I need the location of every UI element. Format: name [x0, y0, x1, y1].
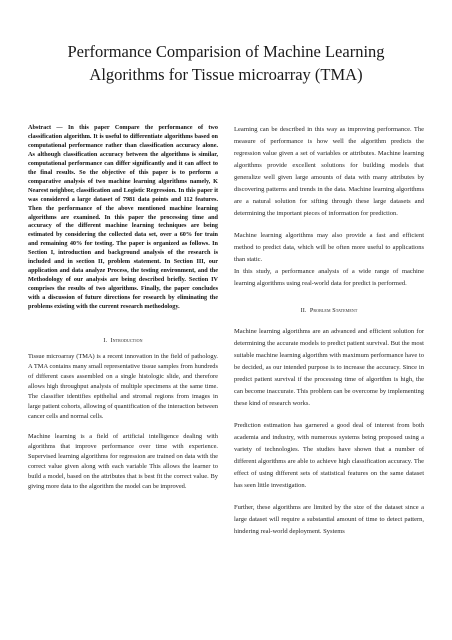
- section-heading-introduction: [28, 336, 218, 346]
- right-column: [234, 124, 424, 538]
- section-heading-problem-statement: [234, 306, 424, 316]
- body-paragraph: Learning can be described in this way as improving performance. The measure of performance is how well the algorithm predicts the regression value given a set of variables or attributes. Machine learning algorithms provide excellent solutions for building models that generalize well given large amounts of data with many attributes by discovering patterns and trends in the data. Machine learning algorithms are a natural solution for sifting through these large datasets and determining the important pieces of information for prediction.: [234, 126, 424, 217]
- body-paragraph: Machine learning algorithms may also provide a fast and efficient method to predict data, which will be often more useful to applications than static.: [234, 232, 424, 263]
- left-column: [28, 124, 218, 492]
- body-paragraph: In this study, a performance analysis of a wide range of machine learning algorithms using real-world data for predict is performed.: [234, 268, 424, 287]
- section-number: II.: [300, 307, 307, 314]
- problem-paragraph: Machine learning algorithms are an advanced and efficient solution for determining the accurate models to predict patient survival. But the most suitable machine learning algorithm with maximum performance have to be decided, as our intended purpose is to increase the accuracy. Since in predict patient survival if the processing time of algorithm is high, the can become inaccurate. This problem can be overcome by implementing these kind of research works.: [234, 328, 424, 407]
- section-title: Introduction: [110, 337, 143, 345]
- paper-title: Performance Comparision of Machine Learning Algorithms for Tissue microarray (TMA): [67, 42, 385, 84]
- intro-paragraph: Machine learning is a field of artificial intelligence dealing with algorithms that improve performance over time with experience. Supervised learning algorithms for regression are trained on data with the correct value given along with each variable This allows the learner to build a model, based on the attributes that is best fit the correct value. By giving more data to the algorithm the model can be improved.: [28, 433, 218, 491]
- section-title: Problem Statement: [309, 307, 358, 314]
- intro-paragraph: Tissue microarray (TMA) is a recent innovation in the field of pathology. A TMA contains many small representative tissue samples from hundreds of different cases assembled on a single histologic slide, and therefore allows high throughput analysis of multiple specimens at the same time. The classifier identifies epithelial and stromal regions from images in large patient cohorts, allowing of quantification of the interaction between cancer cells and normal cells.: [28, 353, 218, 421]
- section-number: I.: [103, 337, 108, 345]
- problem-paragraph: Further, these algorithms are limited by the size of the dataset since a large dataset will require a substantial amount of time to detect pattern, hindering real-world deployment. Systems: [234, 504, 424, 535]
- problem-paragraph: Prediction estimation has garnered a good deal of interest from both academia and industry, with numerous systems being proposed using a variety of technologies. The studies have shown that a number of different algorithms are able to achieve high classification accuracy. The effect of using different sets of statistical features on the same dataset has seen little investigation.: [234, 422, 424, 489]
- abstract: Abstract — In this paper Compare the performance of two classification algorithm. It is useful to differentiate algorithms based on computational performance rather than classification accuracy alone. As although classification accuracy between the algorithms is similar, computational performance can differ significantly and it can affect to the final results. So the objective of this paper is to perform a comparative analysis of two machine learning algorithms namely, K Nearest neighbor, classification and Logistic Regression. In this paper it was considered a large dataset of 7981 data points and 112 features. Then the performance of the above mentioned machine learning algorithms are examined. In this paper the processing time and accuracy of the different machine learning techniques are being estimated by considering the collected data set, over a 60% for train and remaining 40% for testing. The paper is organized as follows. In Section I, introduction and background analysis of the research is included and in section II, problem statement. In Section III, our application and data analyze Process, the testing environment, and the Methodology of our analysis are being described briefly. Section IV comprises the results of two algorithms. Finally, the paper concludes with a discussion of future directions for research by eliminating the problems existing with the current research methodology.: [28, 124, 218, 311]
